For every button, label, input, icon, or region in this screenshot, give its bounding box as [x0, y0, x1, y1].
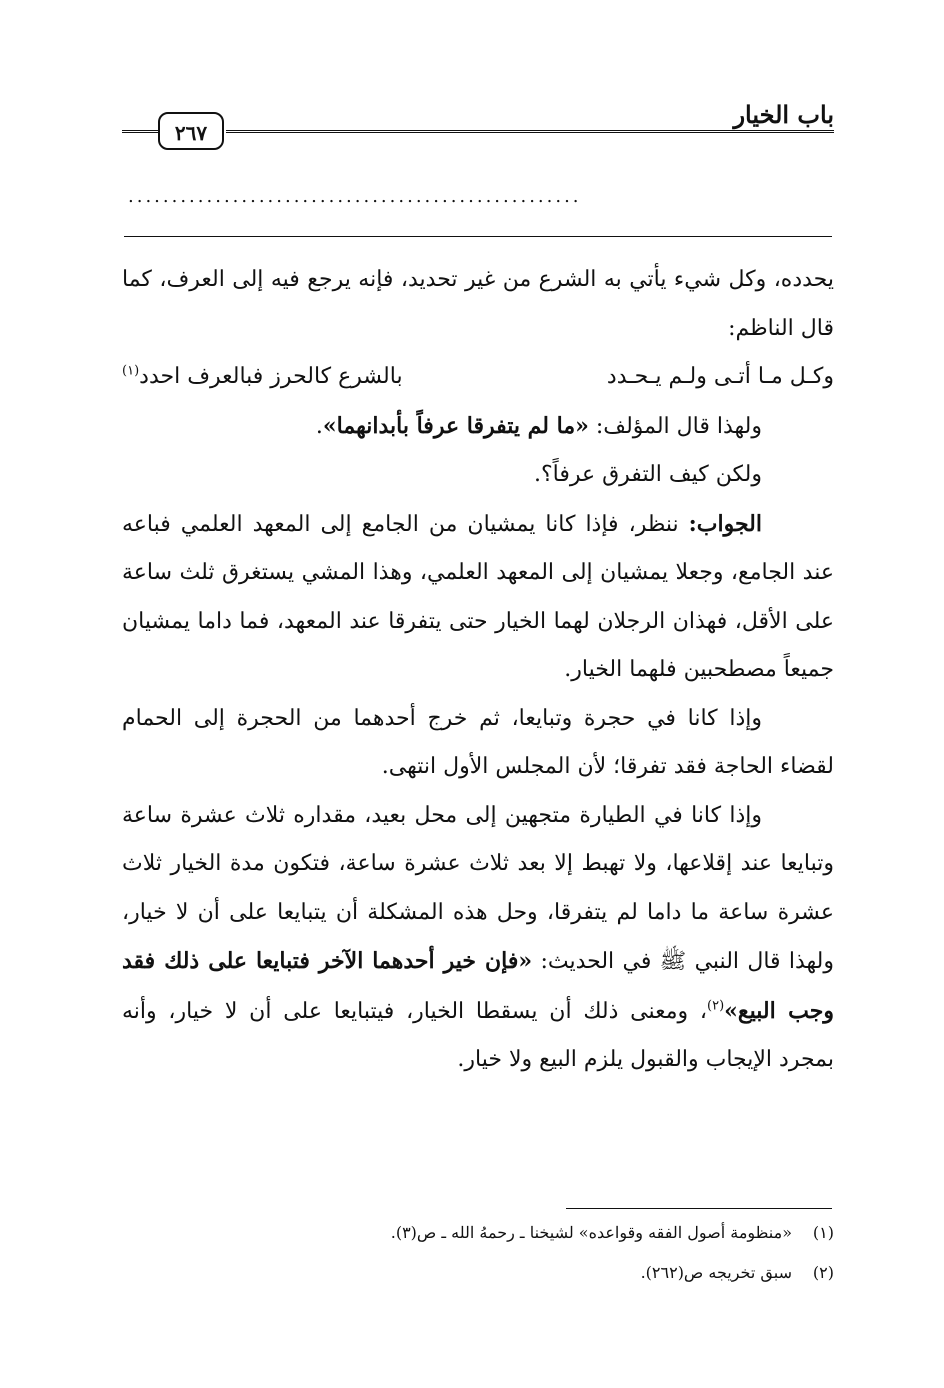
separator-rule — [124, 236, 832, 237]
dotted-continuation: .................................................... — [128, 186, 582, 207]
footnote-2 — [122, 1262, 834, 1284]
page-number: ٢٦٧ — [158, 112, 224, 150]
main-text — [122, 256, 834, 1085]
poem-verse — [122, 353, 834, 402]
verse-second-hemistich-wrap — [122, 353, 403, 402]
p6-end: ، ومعنى ذلك أن يسقطا الخيار، فيتبايعا على أن لا خيار، وأنه بمجرد الإيجاب والقبول يلزم البيع ولا خيار. — [122, 998, 834, 1072]
p2-quote: «ما لم يتفرقا عرفاً بأبدانهما» — [322, 412, 589, 439]
footnote-1 — [122, 1222, 834, 1244]
footnote-ref-2: (٢) — [707, 998, 725, 1014]
footnote-2-number: (٢) — [812, 1263, 834, 1282]
footnote-1-text: «منظومة أصول الفقه وقواعده» لشيخنا ـ رحمهُ الله ـ ص(٣). — [390, 1223, 792, 1242]
header-rule-right — [226, 130, 834, 133]
p4-text: ننظر، فإذا كانا يمشيان من الجامع إلى المعهد العلمي فباعه عند الجامع، وجعلا يمشيان إلى المعهد العلمي، وهذا المشي يستغرق ثلث ساعة على الأقل، فهذان الرجلان لهما الخيار حتى يتفرقا عند المعهد، فما داما يمشيان جميعاً مصطحبين فلهما الخيار. — [122, 511, 834, 682]
footnote-2-text: سبق تخريجه ص(٢٦٢). — [640, 1263, 792, 1282]
footnote-ref-1: (١) — [122, 363, 140, 379]
p2-end: . — [315, 413, 323, 439]
p2-lead: ولهذا قال المؤلف: — [588, 413, 762, 439]
paragraph-3: ولكن كيف التفرق عرفاً؟. — [533, 462, 762, 487]
paragraph-5: وإذا كانا في حجرة وتبايعا، ثم خرج أحدهما من الحجرة إلى الحمام لقضاء الحاجة فقد تفرقا؛ لأن المجلس الأول انتهى. — [122, 705, 834, 779]
paragraph-1: يحدده، وكل شيء يأتي به الشرع من غير تحديد، فإنه يرجع فيه إلى العرف، كما قال الناظم: — [122, 267, 834, 341]
paragraph-2 — [122, 402, 834, 452]
answer-label: الجواب: — [688, 510, 762, 537]
p6-lead: وإذا كانا في الطيارة متجهين إلى محل بعيد، مقداره ثلاث عشرة ساعة وتبايعا عند إقلاعها، ولا تهبط إلا بعد ثلاث عشرة ساعة، فتكون مدة الخيار ثلاث عشرة ساعة ما داما لم يتفرقا، وحل هذه المشكلة أن يتبايعا على أن لا خيار، ولهذا قال النبي ﷺ في الحديث: — [122, 802, 835, 974]
chapter-title: باب الخيار — [733, 100, 834, 129]
footnote-1-number: (١) — [812, 1223, 834, 1242]
hadith-quote: «فإن خير أحدهما الآخر فتبايعا على ذلك فقد وجب البيع» — [122, 948, 834, 1024]
footnote-rule — [566, 1208, 832, 1209]
paragraph-4 — [122, 500, 834, 695]
header-rule-left — [122, 130, 158, 133]
verse-second-hemistich: بالشرع كالحرز فبالعرف احدد — [139, 364, 403, 389]
paragraph-6 — [122, 792, 834, 1085]
verse-first-hemistich: وكـل مـا أتـى ولـم يـحـدد — [606, 364, 834, 389]
